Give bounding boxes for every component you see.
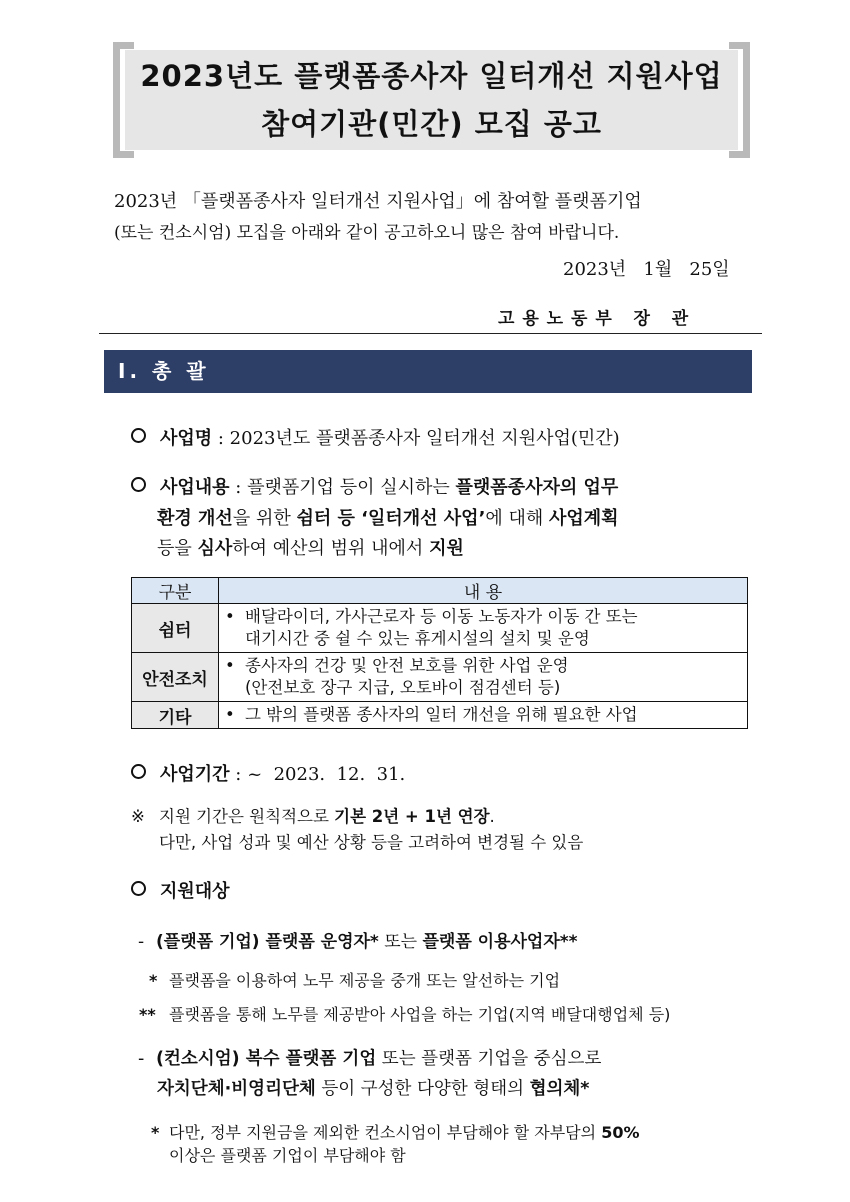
target-label: 지원대상 (160, 881, 230, 902)
business-name-value: : 2023년도 플랫폼종사자 일터개선 지원사업(민간) (212, 428, 620, 449)
table-row-text: 대기시간 중 쉴 수 있는 휴게시설의 설치 및 운영 (245, 629, 590, 648)
content-table (131, 577, 748, 729)
business-content-text: 등을 (157, 538, 198, 559)
business-content-emphasis: 심사 (197, 538, 233, 559)
target-row (131, 877, 230, 903)
target-item-emphasis: (플랫폼 기업) 플랫폼 운영자* (156, 932, 379, 952)
business-content-emphasis: 플랫폼종사자의 업무 (455, 477, 619, 498)
target-note-3-line-1 (151, 1120, 639, 1143)
business-name-row (131, 424, 620, 450)
dash-bullet: - (138, 932, 145, 952)
period-value: : ~ 2023. 12. 31. (229, 764, 406, 785)
business-content-emphasis: 사업계획 (549, 508, 619, 529)
period-note-text: 지원 기간은 원칙적으로 (159, 807, 335, 826)
business-content-emphasis: 쉼터 등 ‘일터개선 사업’ (296, 508, 486, 529)
table-row-text: (안전보호 장구 지급, 오토바이 점검센터 등) (245, 678, 561, 697)
title-line-1: 2023년도 플랫폼종사자 일터개선 지원사업 (140, 59, 723, 93)
table-row (132, 702, 748, 729)
table-row-content: • 그 밖의 플랫폼 종사자의 일터 개선을 위해 필요한 사업 (219, 702, 748, 729)
business-content-text: 하여 예산의 범위 내에서 (232, 538, 430, 559)
target-note-text: 다만, 정부 지원금을 제외한 컨소시엄이 부담해야 할 자부담의 (169, 1123, 602, 1142)
business-content-text: : 플랫폼기업 등이 실시하는 (229, 477, 456, 498)
business-content-line-2 (157, 504, 619, 530)
target-note-emphasis: 50% (601, 1123, 640, 1142)
period-row (131, 760, 405, 786)
circle-bullet-icon (131, 764, 146, 779)
period-label: 사업기간 (160, 764, 230, 785)
target-item-1 (138, 927, 578, 952)
title-box (125, 50, 738, 150)
table-row-content: • 배달라이더, 가사근로자 등 이동 노동자가 이동 간 또는 대기시간 중 쉴 수 있는 휴게시설의 설치 및 운영 (219, 604, 748, 653)
title-frame (113, 42, 750, 158)
table-row-category: 안전조치 (132, 653, 219, 702)
target-item-emphasis: 플랫폼 이용사업자** (422, 932, 578, 952)
table-header-content: 내 용 (219, 578, 748, 604)
target-note-2 (139, 1002, 670, 1025)
reference-mark-icon: ※ (131, 807, 145, 826)
table-row-content: • 종사자의 건강 및 안전 보호를 위한 사업 운영 (안전보호 장구 지급, 오토바이 점검센터 등) (219, 653, 748, 702)
target-note-3-line-2: 이상은 플랫폼 기업이 부담해야 함 (169, 1146, 406, 1165)
circle-bullet-icon (131, 881, 146, 896)
section-header: Ⅰ. 총 괄 (104, 350, 752, 393)
target-item-emphasis: 협의체* (529, 1079, 590, 1099)
period-note-emphasis: 기본 2년 + 1년 연장 (334, 807, 490, 826)
target-item-2-line-2 (157, 1075, 589, 1100)
asterisk-mark: * (151, 1123, 160, 1142)
business-content-line-3 (157, 534, 464, 560)
target-item-text: 또는 (378, 932, 423, 952)
table-row-text: 그 밖의 플랫폼 종사자의 일터 개선을 위해 필요한 사업 (245, 705, 638, 724)
target-note-1 (149, 968, 560, 991)
target-note-text: 플랫폼을 이용하여 노무 제공을 중개 또는 알선하는 기업 (169, 971, 561, 990)
business-content-emphasis: 환경 개선 (157, 508, 233, 529)
table-header-category: 구분 (132, 578, 219, 604)
issuer-name: 고 용 노 동 부 장 관 (498, 309, 690, 329)
target-item-2-line-1 (138, 1045, 601, 1070)
period-note-text: . (489, 807, 495, 826)
circle-bullet-icon (131, 428, 146, 443)
table-row-text: 종사자의 건강 및 안전 보호를 위한 사업 운영 (245, 656, 569, 675)
table-row (132, 653, 748, 702)
table-row-text: 배달라이더, 가사근로자 등 이동 노동자가 이동 간 또는 (245, 607, 638, 626)
target-item-emphasis: (컨소시엄) 복수 플랫폼 기업 (156, 1049, 377, 1069)
intro-line-1: 2023년 「플랫폼종사자 일터개선 지원사업」에 참여할 플랫폼기업 (114, 191, 642, 212)
title-line-2: 참여기관(민간) 모집 공고 (261, 107, 602, 141)
target-item-emphasis: 자치단체·비영리단체 (157, 1079, 316, 1099)
asterisk-mark: ** (139, 1005, 156, 1024)
period-note-line-1 (131, 803, 495, 827)
business-content-label: 사업내용 (160, 477, 230, 498)
business-content-line-1 (131, 473, 618, 499)
intro-line-2: (또는 컨소시엄) 모집을 아래와 같이 공고하오니 많은 참여 바랍니다. (114, 223, 620, 243)
target-note-text: 플랫폼을 통해 노무를 제공받아 사업을 하는 기업(지역 배달대행업체 등) (169, 1005, 671, 1024)
business-content-emphasis: 지원 (429, 538, 464, 559)
dash-bullet: - (138, 1049, 145, 1069)
asterisk-mark: * (149, 971, 158, 990)
target-item-text: 등이 구성한 다양한 형태의 (315, 1079, 530, 1099)
table-row-category: 쉼터 (132, 604, 219, 653)
business-content-text: 에 대해 (485, 508, 550, 529)
table-row (132, 604, 748, 653)
period-note-line-2: 다만, 사업 성과 및 예산 상황 등을 고려하여 변경될 수 있음 (159, 833, 584, 852)
divider-rule (99, 333, 762, 334)
table-row-category: 기타 (132, 702, 219, 729)
announcement-date: 2023년 1월 25일 (563, 259, 730, 280)
business-name-label: 사업명 (160, 428, 213, 449)
circle-bullet-icon (131, 477, 146, 492)
table-header-row (132, 578, 748, 604)
target-item-text: 또는 플랫폼 기업을 중심으로 (376, 1049, 602, 1069)
business-content-text: 을 위한 (232, 508, 297, 529)
